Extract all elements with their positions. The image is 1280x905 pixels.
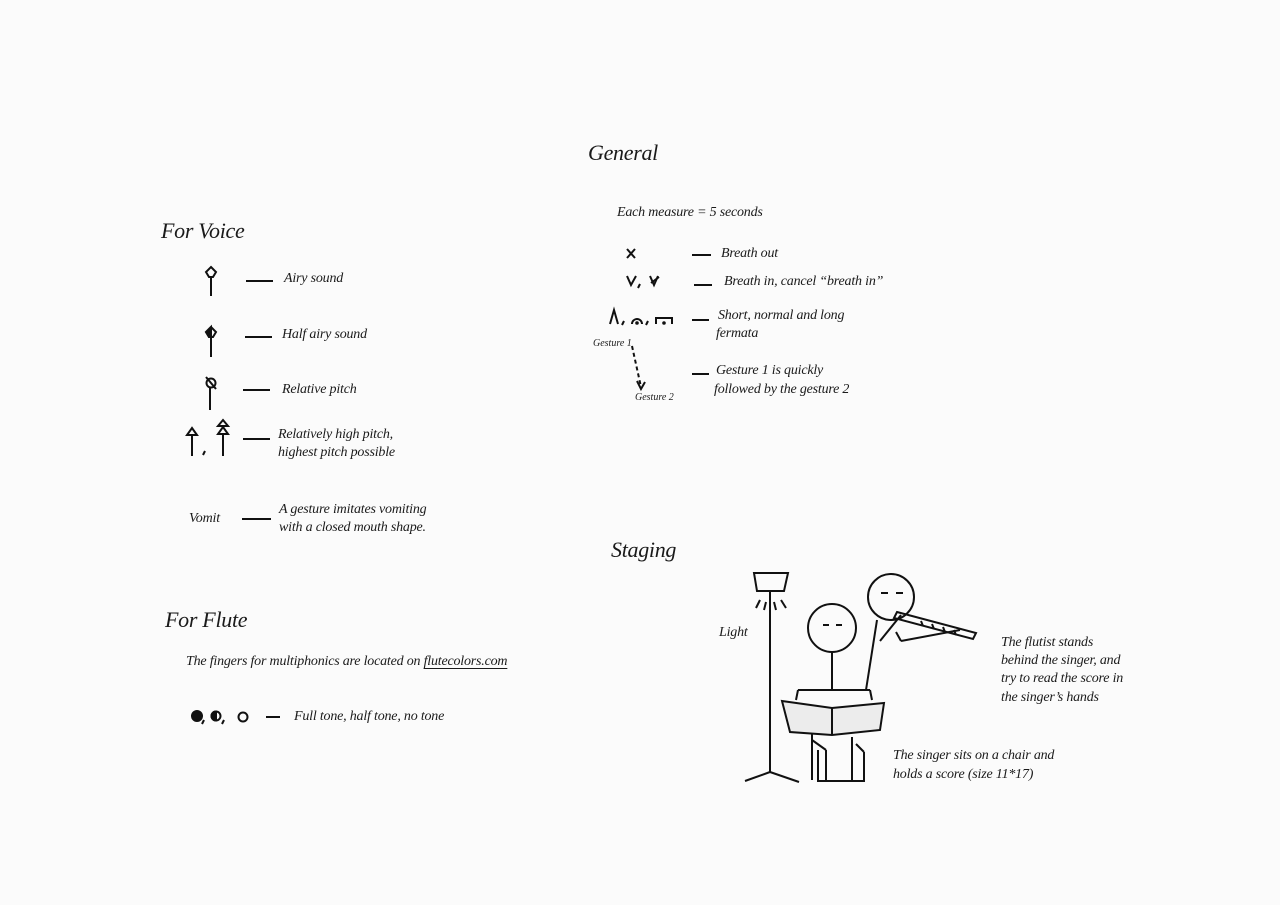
- gesture-2-label: Gesture 2: [635, 392, 674, 403]
- general-title: General: [588, 140, 658, 165]
- fermata-label-line2: fermata: [716, 326, 759, 341]
- high-pitch-label-line2: highest pitch possible: [278, 445, 395, 460]
- fermata-label-line1: Short, normal and long: [718, 308, 845, 323]
- staging-title: Staging: [611, 537, 677, 562]
- voice-title: For Voice: [161, 218, 245, 243]
- flute-title: For Flute: [165, 607, 248, 632]
- high-pitch-label-line1: Relatively high pitch,: [278, 427, 393, 442]
- tone-label: Full tone, half tone, no tone: [294, 709, 445, 724]
- flutist-note-line2: behind the singer, and: [1001, 653, 1121, 668]
- flutist-note-line3: try to read the score in: [1001, 671, 1124, 686]
- vomit-label-line2: with a closed mouth shape.: [279, 520, 426, 535]
- gesture-label-line2: followed by the gesture 2: [714, 382, 850, 397]
- breath-in-label: Breath in, cancel “breath in”: [724, 274, 884, 289]
- flutist-note-line1: The flutist stands: [1001, 635, 1094, 650]
- gesture-label-line1: Gesture 1 is quickly: [716, 363, 824, 378]
- flutecolors-link[interactable]: flutecolors.com: [423, 654, 508, 669]
- breath-out-label: Breath out: [721, 246, 778, 261]
- gesture-1-label: Gesture 1: [593, 338, 632, 349]
- vomit-term: Vomit: [189, 511, 220, 526]
- half-airy-sound-label: Half airy sound: [282, 327, 367, 342]
- flute-note-text: The fingers for multiphonics are located on: [186, 654, 424, 669]
- airy-sound-label: Airy sound: [284, 271, 344, 286]
- light-label: Light: [719, 625, 748, 640]
- singer-note-line2: holds a score (size 11*17): [893, 767, 1034, 782]
- relative-pitch-label: Relative pitch: [282, 382, 357, 397]
- measure-note: Each measure = 5 seconds: [617, 205, 763, 220]
- singer-note-line1: The singer sits on a chair and: [893, 748, 1055, 763]
- flutist-note-line4: the singer’s hands: [1001, 690, 1099, 705]
- vomit-label-line1: A gesture imitates vomiting: [279, 502, 427, 517]
